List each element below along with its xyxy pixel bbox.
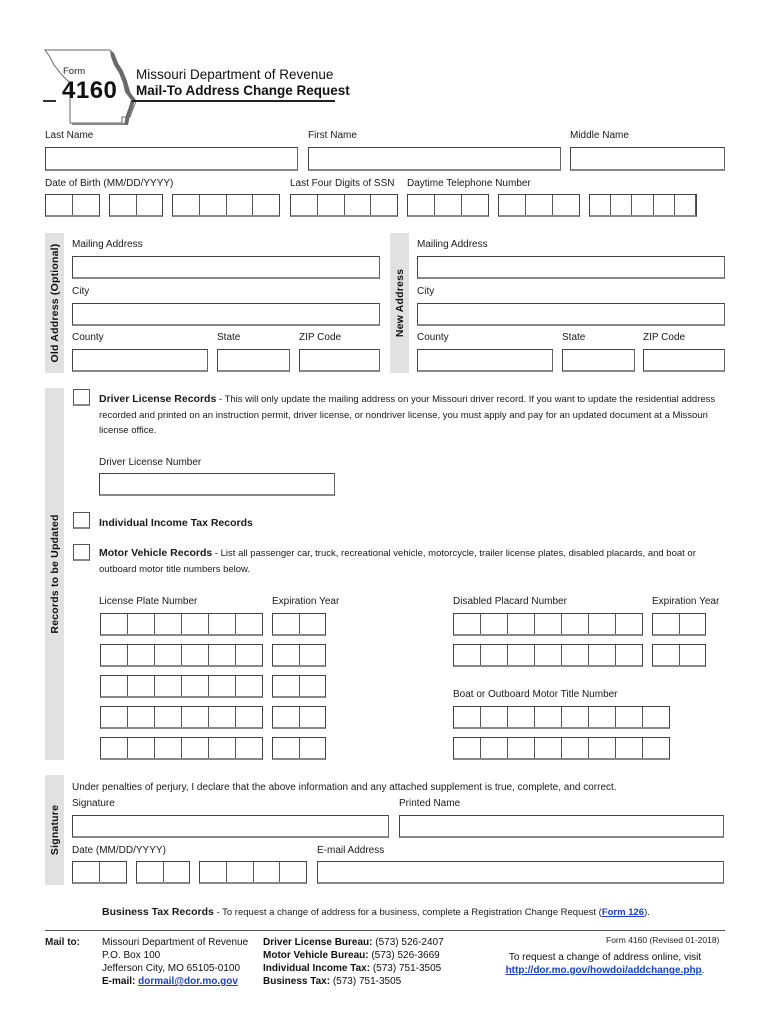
last-name-label: Last Name [45,130,94,141]
signature-date-label: Date (MM/DD/YYYY) [72,845,166,856]
placard-expiration-input-1[interactable] [652,613,706,636]
motor-vehicle-records-title: Motor Vehicle Records [99,547,213,559]
middle-name-input[interactable] [570,147,725,171]
contact-driver-license-bureau: Driver License Bureau: (573) 526-2407 [263,937,444,948]
business-tax-records-title: Business Tax Records [102,906,214,918]
new-mailing-address-label: Mailing Address [417,239,488,250]
plate-expiration-input-2[interactable] [272,644,326,667]
license-plate-input-2[interactable] [100,644,263,667]
old-state-label: State [217,332,241,343]
new-county-label: County [417,332,449,343]
ssn-last-four-input[interactable] [290,194,398,217]
old-mailing-address-label: Mailing Address [72,239,143,250]
plate-expiration-year-label: Expiration Year [272,596,340,607]
disabled-placard-input-2[interactable] [453,644,643,667]
middle-name-label: Middle Name [570,130,629,141]
income-tax-records-title: Individual Income Tax Records [99,517,253,529]
printed-name-label: Printed Name [399,798,461,809]
old-county-label: County [72,332,104,343]
new-zip-label: ZIP Code [643,332,686,343]
new-city-label: City [417,286,435,297]
old-mailing-address-input[interactable] [72,256,380,279]
address-line: P.O. Box 100 [102,950,161,961]
business-tax-records-note: Business Tax Records - To request a change of address for a business, complete a Registration Change Request (Form 126). [102,906,650,918]
plate-expiration-input-5[interactable] [272,737,326,760]
phone-label: Daytime Telephone Number [407,178,531,189]
license-plate-input-4[interactable] [100,706,263,729]
phone-line-input[interactable] [589,194,697,217]
placard-expiration-year-label: Expiration Year [652,596,720,607]
contact-individual-income-tax: Individual Income Tax: (573) 751-3505 [263,963,442,974]
signature-section-tab [45,775,64,885]
mailing-address-block [102,936,248,988]
new-county-input[interactable] [417,349,553,372]
contact-motor-vehicle-bureau: Motor Vehicle Bureau: (573) 526-3669 [263,950,440,961]
phone-area-code-input[interactable] [407,194,489,217]
agency-name: Missouri Department of Revenue [136,67,334,82]
email-address-input[interactable] [317,861,724,884]
title-underline [132,100,335,102]
plate-expiration-input-1[interactable] [272,613,326,636]
old-address-section-label: Old Address (Optional) [48,243,61,363]
email-label: E-mail: [102,976,136,987]
old-address-section-tab [45,233,64,373]
signature-label: Signature [72,798,115,809]
online-address-change-link[interactable]: http://dor.mo.gov/howdoi/addchange.php [505,965,702,976]
first-name-input[interactable] [308,147,561,171]
boat-title-input-1[interactable] [453,706,670,729]
first-name-label: First Name [308,130,357,141]
dob-year-input[interactable] [172,194,280,217]
disabled-placard-label: Disabled Placard Number [453,596,567,607]
footer-divider [45,930,725,931]
perjury-declaration: Under penalties of perjury, I declare that the above information and any attached supplement is true, complete, and correct. [72,782,617,793]
signature-date-year-input[interactable] [199,861,307,884]
new-zip-input[interactable] [643,349,725,372]
address-line: Missouri Department of Revenue [102,937,249,948]
disabled-placard-input-1[interactable] [453,613,643,636]
contact-business-tax: Business Tax: (573) 751-3505 [263,976,402,987]
income-tax-records-checkbox[interactable] [73,512,90,529]
new-address-section-tab [390,233,409,373]
old-county-input[interactable] [72,349,208,372]
old-city-input[interactable] [72,303,380,326]
new-address-section-label: New Address [393,268,406,338]
placard-expiration-input-2[interactable] [652,644,706,667]
page-title: Mail-To Address Change Request [136,83,350,98]
dob-label: Date of Birth (MM/DD/YYYY) [45,178,174,189]
motor-vehicle-records-description: Motor Vehicle Records - List all passenger car, truck, recreational vehicle, motorcycle, trailer license plates, disabled placards, and boat or outboard motor title numbers below. [99,547,696,575]
ssn-label: Last Four Digits of SSN [290,178,395,189]
address-line: Jefferson City, MO 65105-0100 [102,963,241,974]
last-name-input[interactable] [45,147,298,171]
driver-license-number-input[interactable] [99,473,335,496]
form-word: Form [63,66,86,77]
old-city-label: City [72,286,90,297]
form-revision: Form 4160 (Revised 01-2018) [606,935,720,945]
boat-title-label: Boat or Outboard Motor Title Number [453,689,618,700]
driver-license-records-title: Driver License Records [99,393,217,405]
mail-to-label: Mail to: [45,937,80,948]
old-zip-label: ZIP Code [299,332,342,343]
new-mailing-address-input[interactable] [417,256,725,279]
dor-email-link[interactable]: dormail@dor.mo.gov [138,976,238,987]
license-plate-input-1[interactable] [100,613,263,636]
driver-license-records-description: Driver License Records - This will only update the mailing address on your Missouri driver record. If you want to update the residential address recorded and printed on an instruction permit, driver license, or nondriver license, you must apply and pay for an updated document at a Missouri license office. [99,393,716,436]
license-plate-label: License Plate Number [99,596,198,607]
signature-input[interactable] [72,815,389,838]
signature-date-month-input[interactable] [72,861,127,884]
motor-vehicle-records-checkbox[interactable] [73,544,90,561]
records-section-tab [45,388,64,760]
license-plate-input-3[interactable] [100,675,263,698]
signature-date-day-input[interactable] [136,861,190,884]
records-section-label: Records to be Updated [48,514,61,634]
new-city-input[interactable] [417,303,725,326]
new-state-label: State [562,332,586,343]
phone-prefix-input[interactable] [498,194,580,217]
dob-day-input[interactable] [109,194,163,217]
dob-month-input[interactable] [45,194,100,217]
driver-license-number-label: Driver License Number [99,457,202,468]
email-address-label: E-mail Address [317,845,385,856]
new-state-input[interactable] [562,349,635,372]
driver-license-records-checkbox[interactable] [73,389,90,406]
signature-section-label: Signature [48,804,61,856]
header-dash [43,100,56,102]
plate-expiration-input-4[interactable] [272,706,326,729]
boat-title-input-2[interactable] [453,737,670,760]
form-number: 4160 [62,77,118,104]
printed-name-input[interactable] [399,815,724,838]
old-zip-input[interactable] [299,349,380,372]
form-126-link[interactable]: Form 126 [601,907,645,918]
old-state-input[interactable] [217,349,290,372]
contact-phone-list [263,936,444,988]
online-change-note: To request a change of address online, visit http://dor.mo.gov/howdoi/addchange.php. [505,952,705,976]
plate-expiration-input-3[interactable] [272,675,326,698]
license-plate-input-5[interactable] [100,737,263,760]
